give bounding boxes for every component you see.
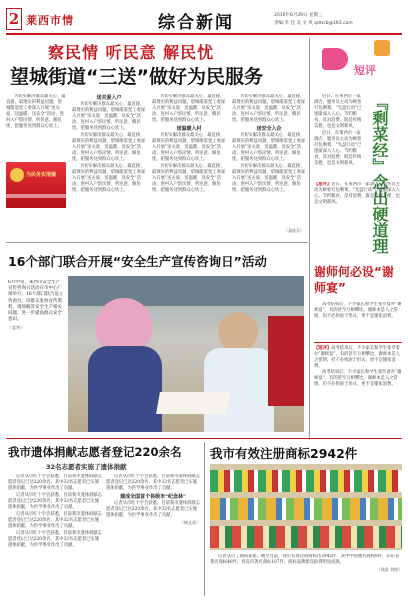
editor-line: 责编:李 佳 美 文 风 qdlxrb@163.com [274,21,353,26]
page-number-box [6,8,22,30]
lead-col2-para: 为切实解决群众最关心、最直接、最现实的利益问题，望城街道党工委深入开展“送关爱、送温暖、送安全”活动，进村入户察民情、听民意、解民忧，把服务送到群众心坎上。 [72,102,146,131]
section-divider-2 [6,438,402,439]
badge-wave-icon [6,194,66,208]
lead-intro: 为切实解决群众最关心、最直接、最现实的利益问题，望城街道党工委深入开展“送关爱、送温暖、送安全”活动，进村入户察民情、听民意、解民忧，把服务送到群众心坎上。 [6,94,66,129]
page-title: 综合新闻 [158,13,234,33]
lead-sub3: 送安全入企 [256,126,282,132]
red-banner [268,316,304,406]
officer-uniform [204,348,274,432]
commentary-graphic [316,40,400,90]
commentary-title: 『剩菜经』念出硬道理 [370,94,389,254]
person-hat-woman [96,298,152,352]
xie-story [312,258,404,440]
lead-col3-para-2: 为切实解决群众最关心、最直接、最现实的利益问题，望城街道党工委深入开展“送关爱、送温暖、送安全”活动，进村入户察民情、听民意、解民忧，把服务送到群众心坎上。 [152,133,226,162]
donation-col-1 [8,474,102,592]
xie-body [314,342,402,438]
trademark-body [210,554,402,594]
shelf-row-2 [210,498,402,520]
commentary-para-2: 近日，在莱西市一家酒店，服务员主动为顾客打包剩菜，“光盘行动”已逐渐深入人心。节约粮食、反对浪费，既是传统美德，也是文明新风。 [314,131,362,166]
lead-col4-para-2: 为切实解决群众最关心、最直接、最现实的利益问题，望城街道党工委深入开展“送关爱、送温暖、送安全”活动，进村入户察民情、听民意、解民忧，把服务送到群众心坎上。 [232,133,306,162]
lead-col4-para: 为切实解决群众最关心、最直接、最现实的利益问题，望城街道党工委深入开展“送关爱、送温暖、送安全”活动，进村入户察民情、听民意、解民忧，把服务送到群众心坎上。 [232,94,306,123]
trademark-story [208,442,404,596]
donation-subheadline: 32名志愿者实施了遗体捐献 [46,463,127,471]
header-rule [6,33,402,35]
safety-caption [8,280,64,400]
xie-text-2: 高考结束后，不少家长和学生张罗着办“谢师宴”，有的甚至互相攀比。谢师本是人之常情，但不必拘泥于形式，更不宜铺张浪费。 [314,370,402,387]
lead-column-2 [72,94,146,232]
badge-graphic [6,162,66,208]
cup-icon [374,40,390,56]
donation-headline: 我市遗体捐献志愿者登记220余名 [8,445,182,459]
lead-story [6,38,306,238]
person-body-left [88,346,162,432]
column-divider [309,38,310,440]
product-shelf-photo [210,464,402,550]
lead-col4-para-3: 为切实解决群众最关心、最直接、最现实的利益问题，望城街道党工委深入开展“送关爱、送温暖、送安全”活动，进村入户察民情、听民意、解民忧，把服务送到群众心坎上。 [232,164,306,193]
donation-para-6: 记者从市红十字会获悉，目前我市遗体捐献志愿者登记已达220余名，其中32名志愿者已实施遗体捐献，为医学事业作出了贡献。 [106,501,200,518]
safety-headline: 16个部门联合开展“安全生产宣传咨询日”活动 [8,254,267,269]
donation-section: 建成全国首个县级市“纪念林” [120,494,186,500]
badge-text: 为民务实清廉 [26,172,57,178]
section-name: 莱西市情 [26,14,74,27]
donation-story [6,442,202,596]
lead-column-4 [232,94,306,232]
xie-title: 谢师何必设“谢师宴” [314,265,394,295]
donation-para-1: 记者从市红十字会获悉，目前我市遗体捐献志愿者登记已达220余名，其中32名志愿者已实施遗体捐献，为医学事业作出了贡献。 [8,474,102,491]
lead-column-3 [152,94,226,232]
lead-col3-para: 为切实解决群众最关心、最直接、最现实的利益问题，望城街道党工委深入开展“送关爱、送温暖、送安全”活动，进村入户察民情、听民意、解民忧，把服务送到群众心坎上。 [152,94,226,123]
donation-col-2 [106,474,200,592]
xie-intro [314,302,402,336]
shelf-row-3 [210,526,402,548]
masthead [6,6,402,32]
commentary-box [312,38,404,256]
lead-sub1-inline: 送关爱入户 [96,95,122,101]
donation-byline: （杨文英） [180,520,200,525]
lead-col2-para-2: 为切实解决群众最关心、最直接、最现实的利益问题，望城街道党工委深入开展“送关爱、送温暖、送安全”活动，进村入户察民情、听民意、解民忧，把服务送到群众心坎上。 [72,133,146,162]
bottom-divider [204,442,205,596]
tent-canopy [68,276,304,306]
safety-caption-text: 6月中旬，莱西市安全生产宣传咨询日活动在市中心广场举行。16个部门联合设立咨询台，向群众发放宣传资料，现场解答安全生产相关问题，进一步提高群众安全意识。 [8,280,64,323]
xie-text: 高考结束后，不少家长和学生张罗着办“谢师宴”，有的甚至互相攀比。谢师本是人之常情，但不必拘泥于形式，更不宜铺张浪费。 [314,346,401,369]
donation-para-4: 记者从市红十字会获悉，目前我市遗体捐献志愿者登记已达220余名，其中32名志愿者已实施遗体捐献，为医学事业作出了贡献。 [8,531,102,548]
xie-label: 【短评】 [314,346,332,351]
lead-headline: 望城街道“三送”做好为民服务 [10,66,263,88]
xie-intro-text: 高考结束后，不少家长和学生张罗着办“谢师宴”，有的甚至互相攀比。谢师本是人之常情，但不必拘泥于形式，更不宜铺张浪费。 [314,302,402,319]
donation-para-5: 记者从市红十字会获悉，目前我市遗体捐献志愿者登记已达220余名，其中32名志愿者已实施遗体捐献，为医学事业作出了贡献。 [106,474,200,491]
donation-para-2: 记者从市红十字会获悉，目前我市遗体捐献志愿者登记已达220余名，其中32名志愿者已实施遗体捐献，为医学事业作出了贡献。 [8,493,102,510]
lead-byline: （姜桂芬） [284,228,304,233]
date-line: 2016年6月29日 星期三 [274,13,323,18]
section-divider-1 [6,242,308,243]
party-emblem-icon [10,168,24,182]
commentary-body [314,182,402,254]
lead-kicker: 察民情 听民意 解民忧 [48,43,215,62]
safety-event-photo [68,276,304,432]
lead-column-1 [6,94,66,160]
safety-story [6,246,306,436]
trademark-byline: （钱雷 刘铭） [376,567,402,572]
commentary-label: 【短评】 [314,182,332,187]
trademark-para-1: 记者从市工商局获悉，截至目前，我市有效注册商标达2942件，其中中国驰名商标8件，山东省著名商标40件，青岛市著名商标107件，商标品牌建设取得明显成效。 [210,554,400,565]
shelf-row-1 [210,470,402,492]
commentary-para-1: 近日，在莱西市一家酒店，服务员主动为顾客打包剩菜，“光盘行动”已逐渐深入人心。节约粮食、反对浪费，既是传统美德，也是文明新风。 [314,94,362,129]
desk-papers [156,392,230,414]
commentary-tag: 短评 [354,64,376,77]
lead-sub2: 送温暖入村 [176,126,202,132]
safety-byline: （姜华） [8,325,24,331]
page-number: 2 [8,10,20,28]
lead-col2-para-3: 为切实解决群众最关心、最直接、最现实的利益问题，望城街道党工委深入开展“送关爱、送温暖、送安全”活动，进村入户察民情、听民意、解民忧，把服务送到群众心坎上。 [72,164,146,193]
donation-para-3: 记者从市红十字会获悉，目前我市遗体捐献志愿者登记已达220余名，其中32名志愿者已实施遗体捐献，为医学事业作出了贡献。 [8,512,102,529]
person-officer [218,312,258,352]
commentary-text: 近日，在莱西市一家酒店，服务员主动为顾客打包剩菜，“光盘行动”已逐渐深入人心。节约粮食、反对浪费，既是传统美德，也是文明新风。 [314,182,401,205]
lead-col3-para-3: 为切实解决群众最关心、最直接、最现实的利益问题，望城街道党工委深入开展“送关爱、送温暖、送安全”活动，进村入户察民情、听民意、解民忧，把服务送到群众心坎上。 [152,164,226,193]
trademark-headline: 我市有效注册商标2942件 [210,446,358,461]
megaphone-icon [322,48,348,70]
